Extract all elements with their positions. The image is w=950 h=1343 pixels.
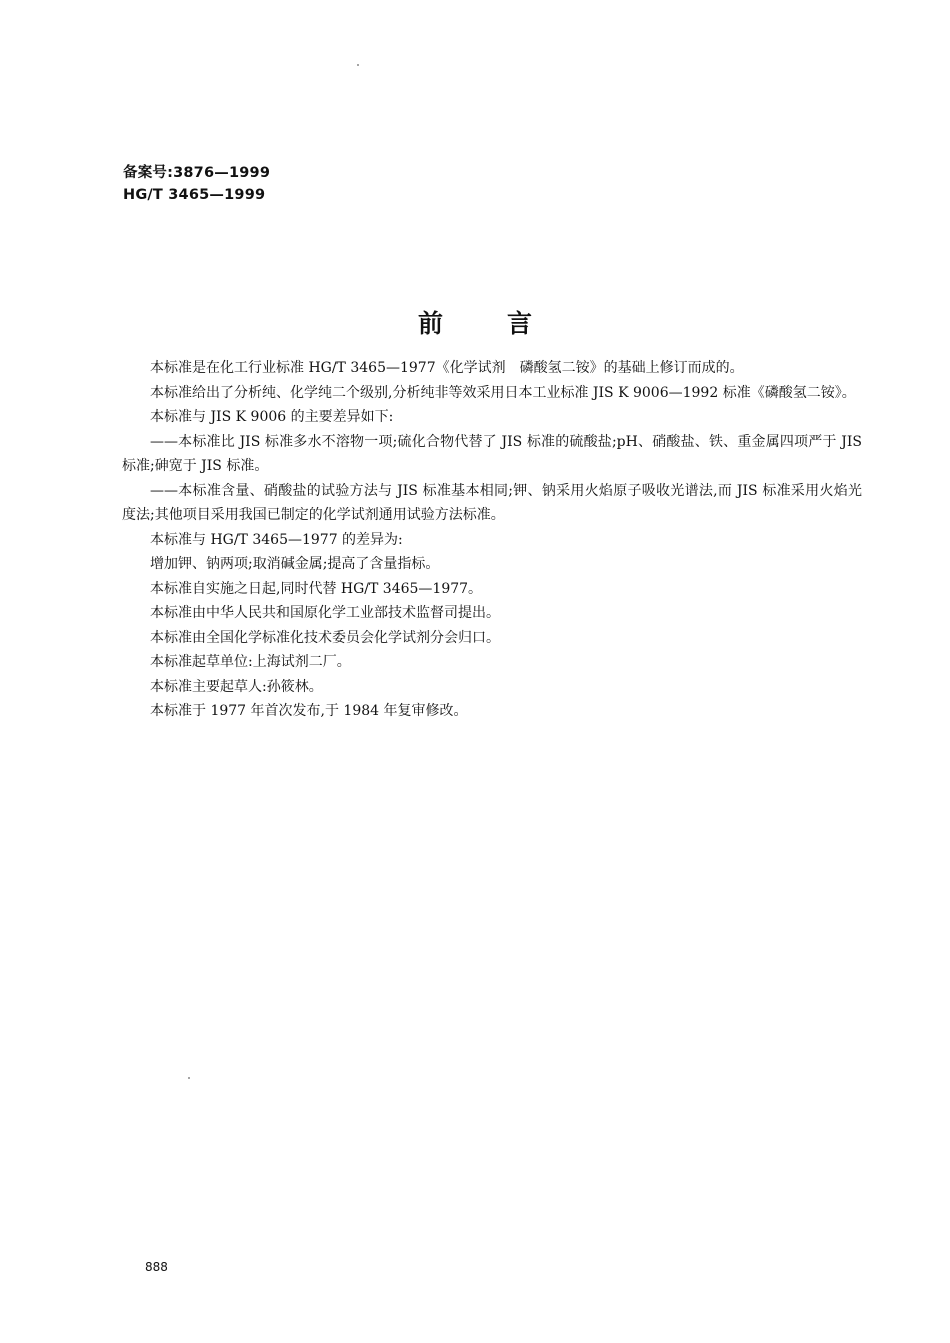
paragraph: 本标准由全国化学标准化技术委员会化学试剂分会归口。 [150,629,500,646]
paragraph: 本标准给出了分析纯、化学纯二个级别,分析纯非等效采用日本工业标准 JIS K 9006—1992 标准《磷酸氢二铵》。 [150,384,856,401]
standard-code: HG/T 3465—1999 [123,187,266,203]
paragraph: 本标准于 1977 年首次发布,于 1984 年复审修改。 [150,703,468,719]
foreword-body [122,356,862,724]
paragraph: ——本标准含量、硝酸盐的试验方法与 JIS 标准基本相同;钾、钠采用火焰原子吸收光谱法,而 JIS 标准采用火焰光度法;其他项目采用我国已制定的化学试剂通用试验方法标准。 [122,482,862,523]
scan-speck [188,1077,190,1079]
page-number: 888 [145,1260,168,1274]
scan-speck [357,64,359,66]
paragraph: 本标准起草单位:上海试剂二厂。 [150,654,351,670]
document-header [123,162,270,206]
paragraph: 本标准与 HG/T 3465—1977 的差异为: [150,531,403,548]
paragraph: 本标准自实施之日起,同时代替 HG/T 3465—1977。 [150,580,483,597]
paragraph: 本标准是在化工行业标准 HG/T 3465—1977《化学试剂 磷酸氢二铵》的基础上修订而成的。 [150,360,744,376]
paragraph: 增加钾、钠两项;取消碱金属;提高了含量指标。 [150,556,440,572]
paragraph: 本标准由中华人民共和国原化学工业部技术监督司提出。 [150,605,500,621]
paragraph: 本标准与 JIS K 9006 的主要差异如下: [150,409,394,425]
page-title: 前言 [417,309,596,338]
paragraph: 本标准主要起草人:孙筱林。 [150,678,323,695]
paragraph: ——本标准比 JIS 标准多水不溶物一项;硫化合物代替了 JIS 标准的硫酸盐;pH、硝酸盐、铁、重金属四项严于 JIS 标准;砷宽于 JIS 标准。 [122,433,862,474]
record-number: 备案号:3876—1999 [123,165,271,181]
